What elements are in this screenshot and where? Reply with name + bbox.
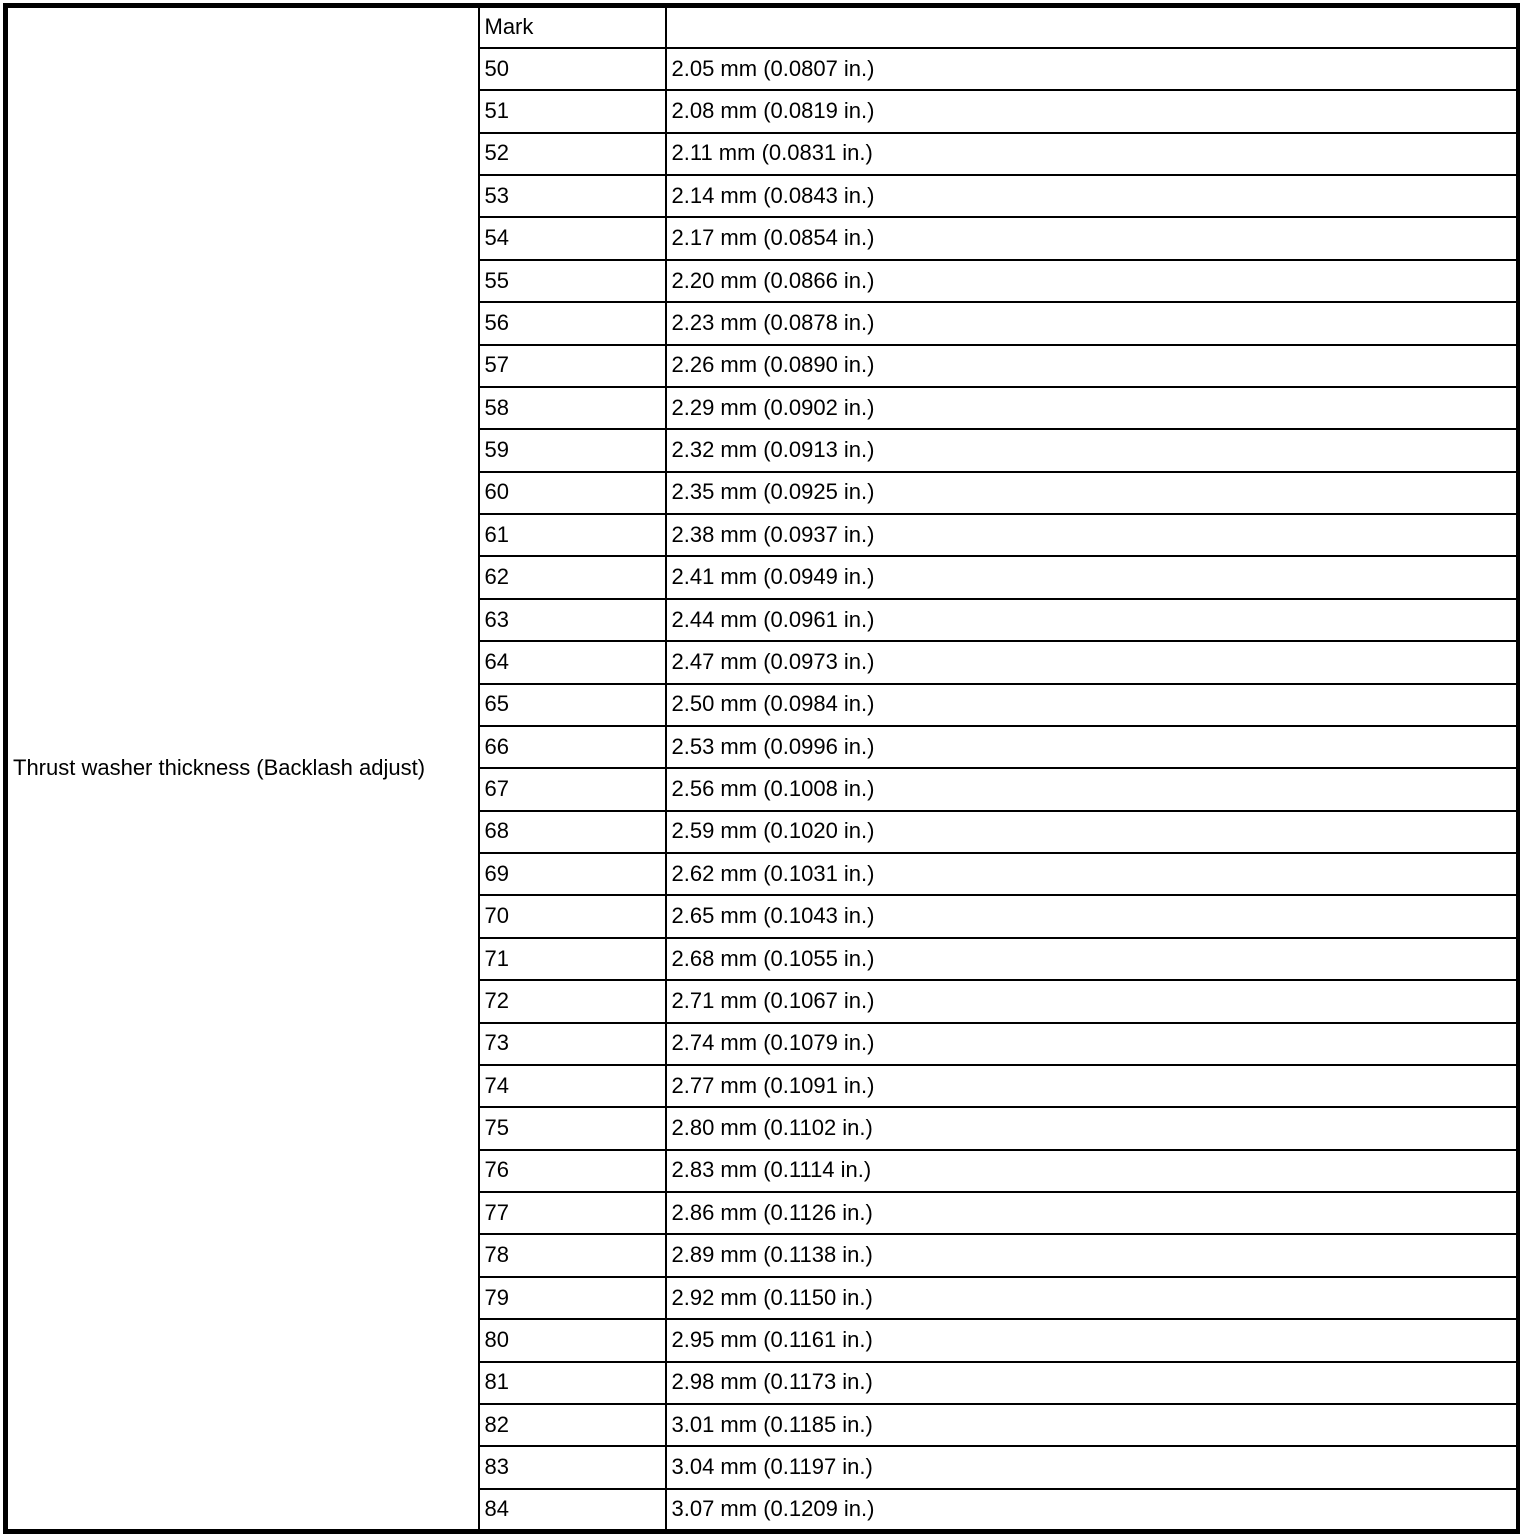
mark-cell: 57 <box>479 345 666 387</box>
mark-cell: 66 <box>479 726 666 768</box>
mark-cell: 83 <box>479 1446 666 1488</box>
row-group-label-cell <box>6 6 479 1532</box>
mark-cell: 79 <box>479 1277 666 1319</box>
value-column-header <box>666 6 1519 48</box>
mark-cell: 56 <box>479 302 666 344</box>
header-row <box>6 6 1519 48</box>
table-body <box>6 6 1519 1532</box>
value-cell: 2.89 mm (0.1138 in.) <box>666 1234 1519 1276</box>
mark-cell: 64 <box>479 641 666 683</box>
mark-cell: 52 <box>479 133 666 175</box>
mark-cell: 65 <box>479 684 666 726</box>
value-cell: 2.14 mm (0.0843 in.) <box>666 175 1519 217</box>
value-cell: 2.98 mm (0.1173 in.) <box>666 1362 1519 1404</box>
mark-cell: 63 <box>479 599 666 641</box>
mark-cell: 59 <box>479 429 666 471</box>
value-cell: 2.53 mm (0.0996 in.) <box>666 726 1519 768</box>
value-cell: 3.01 mm (0.1185 in.) <box>666 1404 1519 1446</box>
mark-cell: 58 <box>479 387 666 429</box>
mark-column-header: Mark <box>479 6 666 48</box>
value-cell: 2.20 mm (0.0866 in.) <box>666 260 1519 302</box>
value-cell: 2.29 mm (0.0902 in.) <box>666 387 1519 429</box>
mark-cell: 53 <box>479 175 666 217</box>
mark-cell: 77 <box>479 1192 666 1234</box>
mark-cell: 74 <box>479 1065 666 1107</box>
mark-cell: 75 <box>479 1107 666 1149</box>
value-cell: 2.08 mm (0.0819 in.) <box>666 90 1519 132</box>
value-cell: 2.65 mm (0.1043 in.) <box>666 895 1519 937</box>
mark-cell: 69 <box>479 853 666 895</box>
mark-cell: 72 <box>479 980 666 1022</box>
mark-cell: 82 <box>479 1404 666 1446</box>
mark-cell: 84 <box>479 1489 666 1532</box>
value-cell: 2.86 mm (0.1126 in.) <box>666 1192 1519 1234</box>
value-cell: 3.07 mm (0.1209 in.) <box>666 1489 1519 1532</box>
value-cell: 2.62 mm (0.1031 in.) <box>666 853 1519 895</box>
value-cell: 2.59 mm (0.1020 in.) <box>666 811 1519 853</box>
value-cell: 2.50 mm (0.0984 in.) <box>666 684 1519 726</box>
mark-cell: 54 <box>479 217 666 259</box>
value-cell: 2.05 mm (0.0807 in.) <box>666 48 1519 90</box>
value-cell: 2.92 mm (0.1150 in.) <box>666 1277 1519 1319</box>
value-cell: 2.23 mm (0.0878 in.) <box>666 302 1519 344</box>
thrust-washer-thickness-table <box>3 3 1520 1534</box>
mark-cell: 67 <box>479 768 666 810</box>
mark-cell: 55 <box>479 260 666 302</box>
value-cell: 2.35 mm (0.0925 in.) <box>666 472 1519 514</box>
mark-cell: 61 <box>479 514 666 556</box>
mark-cell: 73 <box>479 1023 666 1065</box>
value-cell: 2.74 mm (0.1079 in.) <box>666 1023 1519 1065</box>
value-cell: 2.38 mm (0.0937 in.) <box>666 514 1519 556</box>
value-cell: 2.11 mm (0.0831 in.) <box>666 133 1519 175</box>
mark-cell: 50 <box>479 48 666 90</box>
row-group-label: Thrust washer thickness (Backlash adjust) <box>13 755 426 781</box>
mark-cell: 80 <box>479 1319 666 1361</box>
value-cell: 2.26 mm (0.0890 in.) <box>666 345 1519 387</box>
value-cell: 3.04 mm (0.1197 in.) <box>666 1446 1519 1488</box>
value-cell: 2.71 mm (0.1067 in.) <box>666 980 1519 1022</box>
value-cell: 2.41 mm (0.0949 in.) <box>666 556 1519 598</box>
mark-cell: 62 <box>479 556 666 598</box>
value-cell: 2.68 mm (0.1055 in.) <box>666 938 1519 980</box>
mark-cell: 78 <box>479 1234 666 1276</box>
mark-cell: 70 <box>479 895 666 937</box>
mark-cell: 51 <box>479 90 666 132</box>
mark-cell: 60 <box>479 472 666 514</box>
value-cell: 2.44 mm (0.0961 in.) <box>666 599 1519 641</box>
value-cell: 2.95 mm (0.1161 in.) <box>666 1319 1519 1361</box>
mark-cell: 68 <box>479 811 666 853</box>
value-cell: 2.80 mm (0.1102 in.) <box>666 1107 1519 1149</box>
value-cell: 2.47 mm (0.0973 in.) <box>666 641 1519 683</box>
value-cell: 2.32 mm (0.0913 in.) <box>666 429 1519 471</box>
mark-cell: 76 <box>479 1150 666 1192</box>
value-cell: 2.56 mm (0.1008 in.) <box>666 768 1519 810</box>
value-cell: 2.77 mm (0.1091 in.) <box>666 1065 1519 1107</box>
mark-cell: 71 <box>479 938 666 980</box>
value-cell: 2.83 mm (0.1114 in.) <box>666 1150 1519 1192</box>
value-cell: 2.17 mm (0.0854 in.) <box>666 217 1519 259</box>
mark-cell: 81 <box>479 1362 666 1404</box>
